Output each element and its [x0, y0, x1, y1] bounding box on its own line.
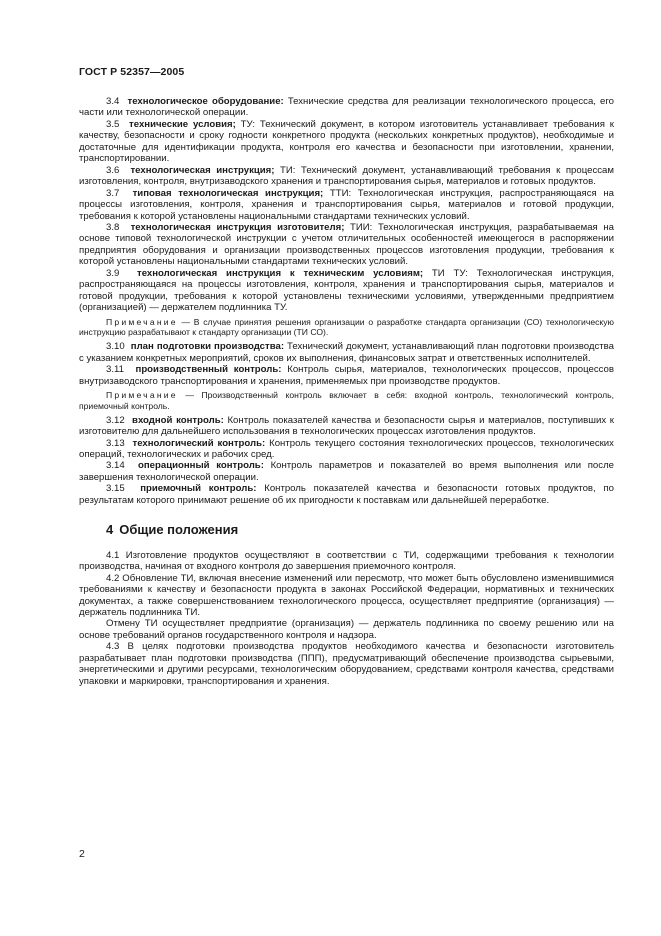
- definition-3-13: 3.13 технологический контроль: Контроль текущего состояния технологических процессов, технологических операций, технологических и рабочих сред.: [79, 437, 614, 460]
- definition-3-6: 3.6 технологическая инструкция; ТИ: Технический документ, устанавливающий требования к процессам изготовления, контроля, внутризаводского хранения и транспортирования сырья, материалов и готовых продуктов.: [79, 164, 614, 188]
- definition-3-10: 3.10 план подготовки производства: Технический документ, устанавливающий план подготовки производства с указанием конкретных мероприятий, сроков их выполнения, финансовых затрат и ответственных исполнителей.: [79, 341, 614, 364]
- paragraph-4-2-cancel: Отмену ТИ осуществляет предприятие (организация) — держатель подлинника по своему решению или на основе требований органов государственного контроля и надзора.: [79, 618, 614, 641]
- section-4-title: 4 Общие положения: [106, 522, 239, 538]
- definition-3-14: 3.14 операционный контроль: Контроль параметров и показателей во время выполнения или после завершения технологической операции.: [79, 460, 614, 483]
- standard-header: ГОСТ Р 52357—2005: [79, 66, 185, 78]
- definition-3-4: 3.4 технологическое оборудование: Технические средства для реализации технологического процесса, его части или технологической операции.: [79, 96, 614, 119]
- document-body: [79, 96, 614, 687]
- note-1: Примечание — В случае принятия решения организации о разработке стандарта организации (СО) технологическую инструкцию разрабатывают к стандарту организации (ТИ СО).: [79, 316, 614, 338]
- definition-3-15: 3.15 приемочный контроль: Контроль показателей качества и безопасности готовых продуктов, по результатам которого принимают решение об их пригодности к поставкам или дальнейшей переработке.: [79, 483, 614, 506]
- definition-3-8: 3.8 технологическая инструкция изготовителя; ТИИ: Технологическая инструкция, разрабатываемая на основе типовой технологической инструкции с учетом отличительных особенностей имеющегося в распоряжении предприятия оборудования и организации производственных процессов изготовления продукции, требования к которой установлены национальными стандартами технических условий.: [79, 221, 614, 268]
- paragraph-4-2: 4.2 Обновление ТИ, включая внесение изменений или пересмотр, что может быть обусловлено изменившимися требованиями к качеству и безопасности продукта в законах Российской Федерации, нормативных и технических документах, а также совершенствованием технологического процесса, осуществляет предприятие (организация) — держатель подлинника ТИ.: [79, 572, 614, 618]
- paragraph-4-3: 4.3 В целях подготовки производства продуктов необходимого качества и безопасности изготовитель разрабатывает план подготовки производства (ППП), предусматривающий обеспечение производства сырьевыми, энергетическими и другими ресурсами, технологическим оборудованием, средствами контроля качества, средствами упаковки и маркировки, транспортирования и хранения.: [79, 641, 614, 687]
- page-number: 2: [79, 848, 85, 860]
- definition-3-11: 3.11 производственный контроль: Контроль сырья, материалов, технологических процессов, процессов внутризаводского транспортирования и хранения, применяемых при производстве продуктов.: [79, 364, 614, 387]
- paragraph-4-1: 4.1 Изготовление продуктов осуществляют в соответствии с ТИ, содержащими требования к технологии производства, начиная от входного контроля до завершения приемочного контроля.: [79, 549, 614, 573]
- definition-3-7: 3.7 типовая технологическая инструкция; ТТИ: Технологическая инструкция, распространяющаяся на процессы изготовления, контроля, хранения и транспортирования сырья, материалов и готовой продукции, требования к которой установлены национальными стандартами технических условий.: [79, 187, 614, 222]
- definition-3-12: 3.12 входной контроль: Контроль показателей качества и безопасности сырья и материалов, поступивших к изготовителю для дальнейшего использования в технологических процессах изготовления продуктов.: [79, 414, 614, 438]
- definition-3-9: 3.9 технологическая инструкция к техническим условиям; ТИ ТУ: Технологическая инструкция, распространяющаяся на процессы изготовления, контроля, хранения и транспортирования сырья, материалов и готовой продукции, требования к которой установлены техническими условиями, утвержденными предприятием (организацией) — держателем подлинника ТУ.: [79, 267, 614, 314]
- definition-3-5: 3.5 технические условия; ТУ: Технический документ, в котором изготовитель устанавливает требования к качеству, безопасности и сроку годности конкретного продукта (нескольких конкретных продуктов), необходимые и достаточные для идентификации продукта, контроля его качества и безопасности при изготовлении, хранении, транспортировании.: [79, 118, 614, 165]
- note-2: Примечание — Производственный контроль включает в себя: входной контроль, технологический контроль, приемочный контроль.: [79, 390, 614, 411]
